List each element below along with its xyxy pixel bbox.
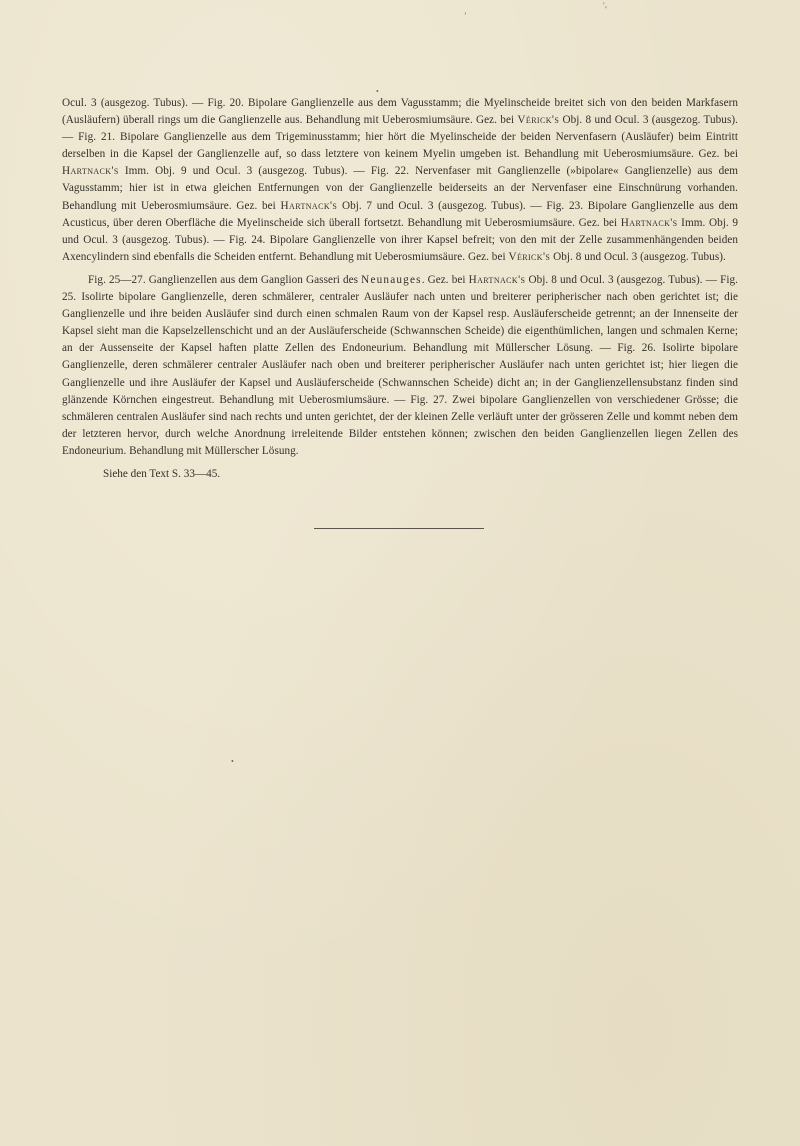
ink-speck: • bbox=[376, 87, 379, 96]
legend-paragraph-figs-25-27 bbox=[62, 272, 738, 460]
ink-speck: • bbox=[231, 757, 234, 766]
animal-name: Neunauges bbox=[361, 273, 422, 286]
legend-text-run: Fig. 25—27. Ganglienzellen aus dem Ganglion Gasseri des bbox=[88, 273, 362, 286]
legend-text-run: . Gez. bei bbox=[421, 273, 469, 286]
author-name: Vérick's bbox=[508, 250, 551, 263]
legend-text-run: Ocul. 3 (ausgezog. Tubus). — Fig. 20. Bipolare Ganglienzelle aus dem Vagusstamm; die Myelinscheide breitet sich von den beiden Markfasern (Ausläufern) überall rings um die Ganglienzelle aus. Behandlung mit Ueberosmiumsäure. Gez. bei bbox=[62, 97, 738, 127]
legend-text-run: Imm. Obj. 9 und Ocul. 3 (ausgezog. Tubus). — Fig. 22. Nervenfaser mit Ganglienzelle (»bipolare« Ganglienzelle) aus dem Vagusstamm; hier ist in etwa gleichen Entfernungen von der Ganglienzelle beiderseits an der Nervenfaser eine Einschnürung vorhanden. Behandlung mit Ueberosmiumsäure. Gez. bei bbox=[62, 165, 738, 212]
ink-speck: ʼ bbox=[464, 11, 467, 20]
legend-paragraph-figs-20-24 bbox=[62, 95, 738, 266]
ink-speck: ′ᵥ bbox=[603, 1, 608, 10]
figure-legend-text bbox=[62, 95, 738, 460]
author-name: Hartnack's bbox=[62, 165, 119, 178]
text-reference: Siehe den Text S. 33—45. bbox=[103, 468, 221, 480]
author-name: Hartnack's bbox=[280, 199, 338, 212]
author-name: Hartnack's bbox=[468, 273, 526, 286]
author-name: Vérick's bbox=[517, 114, 560, 127]
legend-text-run: Imm. Obj. 9 und Ocul. 3 (ausgezog. Tubus). — Fig. 24. Bipolare Ganglienzelle von ihrer Kapsel befreit; von den mit der Zelle zusammenhängenden beiden Axencylindern sind ebenfalls die Scheiden entfernt. Behandlung mit Ueberosmiumsäure. Gez. bei bbox=[62, 216, 739, 263]
legend-text-run: Obj. 8 und Ocul. 3 (ausgezog. Tubus). bbox=[550, 250, 726, 263]
author-name: Hartnack's bbox=[620, 216, 678, 229]
legend-text-run: Obj. 8 und Ocul. 3 (ausgezog. Tubus). — Fig. 25. Isolirte bipolare Ganglienzelle, deren schmälerer, centraler Ausläufer nach unten und breiterer peripherischer nach oben gerichtet ist; die Ganglienzelle und ihre beiden Ausläufer sind durch einen schmalen Raum von der Kapsel resp. Ausläuferscheide getrennt; an der Innenseite der Kapsel sieht man die Kapselzellenschicht und an der Ausläuferscheide (Schwannschen Scheide) die eigenthümlichen, langen und schmalen Kerne; an der Aussenseite der Kapsel haften platte Zellen des Endoneurium. Behandlung mit Müllerscher Lösung. — Fig. 26. Isolirte bipolare Ganglienzelle, deren schmälerer centraler Ausläufer nach oben und breiterer peripherischer Ausläufer nach unten gerichtet ist; hier liegen die Ganglienzelle und ihre Ausläufer der Kapsel und Ausläuferscheide (Schwannschen Scheide) dicht an; in der Ganglienzellensubstanz finden sind glänzende Körnchen eingestreut. Behandlung mit Ueberosmiumsäure. — Fig. 27. Zwei bipolare Ganglienzellen von verschiedener Grösse; die schmäleren centralen Ausläufer sind nach rechts und unten gerichtet, der der kleinen Zelle verläuft unter der grösseren Zelle und kommt neben dem der letzteren hervor, durch welche Anordnung irreleitende Bilder entstehen können; zwischen den beiden Ganglienzellen liegen Zellen des Endoneurium. Behandlung mit Müllerscher Lösung. bbox=[62, 273, 738, 457]
legend-text-run: Obj. 8 und Ocul. 3 (ausgezog. Tubus). — Fig. 21. Bipolare Ganglienzelle aus dem Trigeminusstamm; hier hört die Myelinscheide der beiden Nervenfasern (Ausläufer) beim Eintritt derselben in die Kapsel der Ganglienzelle auf, so dass letztere von keinem Myelin umgeben ist. Behandlung mit Ueberosmiumsäure. Gez. bei bbox=[62, 114, 738, 161]
horizontal-rule bbox=[314, 528, 484, 529]
legend-text-run: Obj. 7 und Ocul. 3 (ausgezog. Tubus). — Fig. 23. Bipolare Ganglienzelle aus dem Acusticus, über deren Oberfläche die Myelinscheide sich überall fortsetzt. Behandlung mit Ueberosmiumsäure. Gez. bei bbox=[62, 199, 739, 229]
